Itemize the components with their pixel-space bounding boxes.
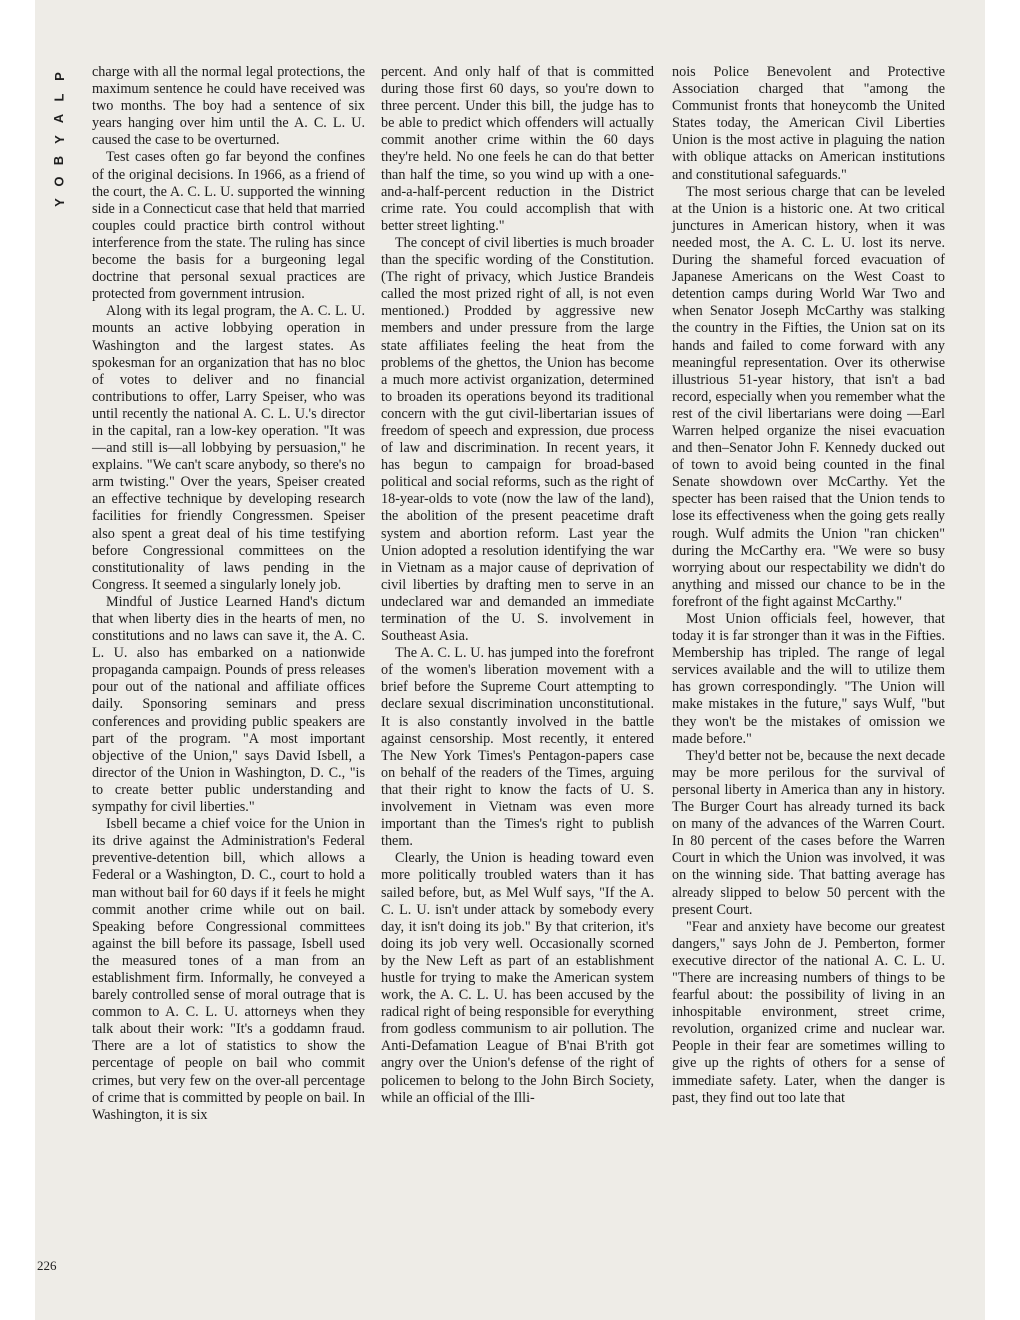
paragraph: charge with all the normal legal protections, the maximum sentence he could have received was two months. The boy had a sentence of six years hanging over him until the A. C. L. U. caused the case to be overturned. [92,64,365,149]
paragraph: Along with its legal program, the A. C. L. U. mounts an active lobbying operation in Washington and the largest states. As spokesman for an organization that has no bloc of votes to deliver and no financial contributions to offer, Larry Speiser, who was until recently the national A. C. L. U.'s director in the capital, ran a low-key operation. "It was—and still is—all lobbying by persuasion," he explains. "We can't scare anybody, so there's no arm twisting." Over the years, Speiser created an effective technique by developing research facilities for friendly Congressmen. Speiser also spent a great deal of his time testifying before Congressional committees on the constitutionality of laws pending in the Congress. It seemed a singularly lonely job. [92,303,365,593]
logo-letter: O [51,176,67,187]
paragraph: Most Union officials feel, however, that today it is far stronger than it was in the Fifties. Membership has tripled. The range of legal services available and the will to utilize them has grown correspondingly. "The Union will make mistakes in the future," says Wulf, "but they won't be the mistakes of omission we made before." [672,611,945,747]
logo-letter: B [51,155,67,166]
paragraph: Clearly, the Union is heading toward even more politically troubled waters than it has sailed before, but, as Mel Wulf says, "If the A. C. L. U. isn't under attack by somebody every day, it isn't doing its job." By that criterion, it's doing its job very well. Occasionally scorned by the New Left as part of an establishment hustle for trying to make the American system work, the A. C. L. U. has been accused by the radical right of being responsible for everything from godless communism to air pollution. The Anti-Defamation League of B'nai B'rith got angry over the Union's defense of the right of policemen to belong to the John Birch Society, while an official of the Illi- [381,850,654,1106]
logo-letter: L [51,93,67,102]
logo-letter: Y [51,135,67,144]
text-column-3 [672,64,945,1107]
paragraph: They'd better not be, because the next decade may be more perilous for the survival of personal liberty in America than any in history. The Burger Court has already turned its back on many of the advances of the Warren Court. In 80 percent of the cases before the Warren Court in which the Union was involved, it was on the winning side. That batting average has already slipped to below 50 percent with the present Court. [672,747,945,918]
magazine-logo-vertical [51,66,72,213]
magazine-page [35,0,985,1320]
paragraph: Test cases often go far beyond the confines of the original decisions. In 1966, as a friend of the court, the A. C. L. U. supported the winning side in a Connecticut case that held that married couples could practice birth control without interference from the state. The ruling has since become the basis for a burgeoning legal doctrine that personal sexual practices are protected from government intrusion. [92,149,365,303]
paragraph: "Fear and anxiety have become our greatest dangers," says John de J. Pemberton, former executive director of the national A. C. L. U. "There are increasing numbers of things to be fearful about: the possibility of living in an inhospitable environment, street crime, revolution, organized crime and nuclear war. People in their fear are sometimes willing to give up the rights of others for a sense of immediate safety. Later, when the danger is past, they find out too late that [672,918,945,1106]
paragraph: Isbell became a chief voice for the Union in its drive against the Administration's Federal preventive-detention bill, which allows a Federal or a Washington, D. C., court to hold a man without bail for 60 days if it feels he might commit another crime while out on bail. Speaking before Congressional committees against the bill before its passage, Isbell used the measured tones of a man from an establishment firm. Informally, he conveyed a barely controlled sense of moral outrage that is common to A. C. L. U. attorneys when they talk about their work: "It's a goddamn fraud. There are a lot of statistics to show the percentage of people on bail who commit crimes, but very few on the over-all percentage of crime that is committed by people on bail. In Washington, it is six [92,816,365,1123]
paragraph: percent. And only half of that is committed during those first 60 days, so you're down to three percent. Under this bill, the judge has to be able to predict which offenders will actually commit another crime within the 60 days they're held. No one feels he can do that better than half the time, so you wind up with a one-and-a-half-percent reduction in the District crime rate. You could accomplish that with better street lighting." [381,64,654,234]
paragraph: The most serious charge that can be leveled at the Union is a historic one. At two critical junctures in American history, when it was needed most, the A. C. L. U. lost its nerve. During the shameful forced evacuation of Japanese Americans on the West Coast to detention camps during World War Two and when Senator Joseph McCarthy was stalking the country in the Fifties, the Union sat on its hands and failed to come forward with any meaningful representation. Over its otherwise illustrious 51-year history, that isn't a bad record, especially when you remember what the rest of the civil libertarians were doing —Earl Warren helped organize the nisei evacuation and then–Senator John F. Kennedy ducked out of town to avoid being counted in the final Senate showdown over McCarthy. Yet the specter has been raised that the Union tends to lose its effectiveness when the going gets really rough. Wulf admits the Union "ran chicken" during the McCarthy era. "We were so busy worrying about our respectability we didn't do anything and missed our chance to be in the forefront of the fight against McCarthy." [672,183,945,610]
logo-letter: P [51,72,67,81]
text-column-1 [92,64,365,1124]
paragraph: The A. C. L. U. has jumped into the forefront of the women's liberation movement with a brief before the Supreme Court attempting to declare sexual discrimination unconstitutional. It is also constantly involved in the battle against censorship. Most recently, it entered The New York Times's Pentagon-papers case on behalf of the readers of the Times, arguing that their right to know the facts of U. S. involvement in Vietnam was even more important than the Times's right to publish them. [381,645,654,850]
paragraph: nois Police Benevolent and Protective Association charged that "among the Communist fronts that honeycomb the United States today, the American Civil Liberties Union is the most active in plaguing the nation with oblique attacks on American institutions and constitutional safeguards." [672,64,945,183]
text-column-2 [381,64,654,1107]
paragraph: Mindful of Justice Learned Hand's dictum that when liberty dies in the hearts of men, no constitutions and no laws can save it, the A. C. L. U. also has embarked on a nationwide propaganda campaign. Pounds of press releases pour out of the national and affiliate offices daily. Sponsoring seminars and press conferences and providing public speakers are part of the program. "A most important objective of the Union," says David Isbell, a director of the Union in Washington, D. C., "is to create better public understanding and sympathy for civil liberties." [92,593,365,816]
logo-letter: A [51,113,67,124]
page-number: 226 [37,1258,57,1273]
paragraph: The concept of civil liberties is much broader than the specific wording of the Constitution. (The right of privacy, which Justice Brandeis called the most prized right of all, is not even mentioned.) Prodded by aggressive new members and under pressure from the large state affiliates feeling the heat from the problems of the ghettos, the Union has become a much more activist organization, determined to broaden its operations beyond its traditional concern with the gut civil-libertarian issues of freedom of speech and expression, due process of law and discrimination. In recent years, it has begun to campaign for broad-based political and social reforms, such as the right of 18-year-olds to vote (now the law of the land), the abolition of the present peacetime draft system and abortion reform. Last year the Union adopted a resolution identifying the war in Vietnam as a major cause of deprivation of civil liberties by drafting men to serve in an undeclared war and demanded an immediate termination of the U. S. involvement in Southeast Asia. [381,234,654,645]
logo-letter: Y [51,198,67,207]
